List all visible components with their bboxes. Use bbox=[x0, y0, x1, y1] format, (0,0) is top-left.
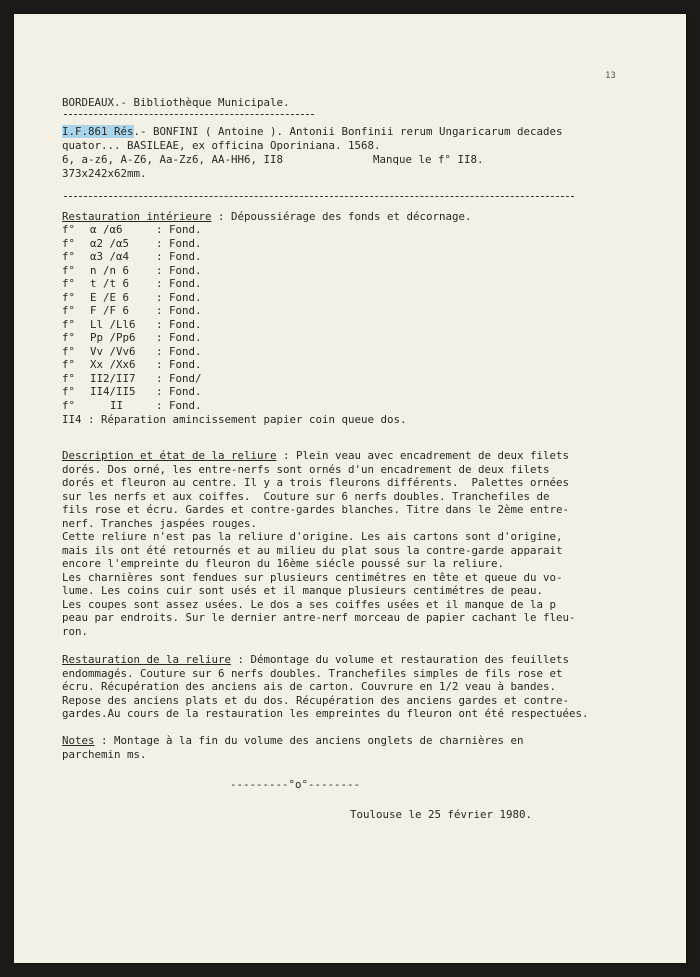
folio-row: f° n /n 6 : Fond. bbox=[62, 263, 202, 277]
title-rule bbox=[64, 114, 314, 115]
folio-row: f° α3 /α4 : Fond. bbox=[62, 250, 202, 263]
notes-heading: Notes bbox=[62, 734, 95, 747]
folio-row: f° Ll /Ll6 : Fond. bbox=[62, 317, 202, 331]
folio-row: f° II2/II7 : Fond/ bbox=[62, 371, 202, 385]
folio-row: f° II : Fond. bbox=[62, 398, 202, 412]
binding-restoration-line: endommagés. Couture sur 6 nerfs doubles. Tranchefiles simples de fils rose et bbox=[62, 666, 563, 680]
description-line: dorés et fleuron au centre. Il y a trois fleurons différents. Palettes ornées bbox=[62, 476, 570, 489]
section-rule bbox=[64, 196, 574, 197]
description-line: nerf. Tranches jaspées rouges. bbox=[62, 516, 258, 530]
separator-ornament: ---------°o°-------- bbox=[230, 778, 361, 791]
signature-line: Toulouse le 25 février 1980. bbox=[350, 808, 533, 821]
description-line: ron. bbox=[62, 624, 89, 638]
description-line: Cette reliure n'est pas la reliure d'origine. Les ais cartons sont d'origine, bbox=[62, 530, 563, 543]
description-line: Les charnières sont fendues sur plusieurs centimétres en tête et queue du vo- bbox=[62, 570, 563, 584]
collation: 6, a-z6, A-Z6, Aa-Zz6, AA-HH6, II8 bbox=[62, 153, 284, 166]
interior-summary: : Dépoussiérage des fonds et décornage. bbox=[211, 210, 472, 223]
folio-row: f° II4/II5 : Fond. bbox=[62, 385, 202, 398]
folio-row: f° F /F 6 : Fond. bbox=[62, 304, 202, 317]
binding-restoration-heading: Restauration de la reliure bbox=[62, 653, 232, 666]
interior-restoration-line bbox=[62, 210, 472, 223]
description-line: encore l'empreinte du fleuron du 16ème siécle poussé sur la reliure. bbox=[62, 557, 505, 570]
entry-title-line-2: quator... BASILEAE, ex officina Oporiniana. 1568. bbox=[62, 139, 381, 152]
collation-line bbox=[62, 153, 484, 166]
entry-title-text: .- BONFINI ( Antoine ). Antonii Bonfinii rerum Ungaricarum decades bbox=[133, 125, 563, 138]
shelfmark: I.F.861 Rés bbox=[62, 125, 134, 138]
repair-note: II4 : Réparation amincissement papier coin queue dos. bbox=[62, 413, 407, 426]
binding-restoration-line-1: Restauration de la reliure : Démontage du volume et restauration des feuillets bbox=[62, 653, 570, 666]
description-line: peau par endroits. Sur le dernier antre-nerf morceau de papier cachant le fleu- bbox=[62, 611, 576, 624]
folio-row: f° Xx /Xx6 : Fond. bbox=[62, 358, 202, 371]
folio-row: f° α2 /α5 : Fond. bbox=[62, 236, 202, 250]
binding-restoration-line: écru. Récupération des anciens ais de carton. Couvrure en 1/2 veau à bandes. bbox=[62, 680, 557, 693]
notes-line-1: Notes : Montage à la fin du volume des anciens onglets de charnières en bbox=[62, 734, 524, 747]
entry-title-line-1 bbox=[62, 125, 563, 138]
document-page bbox=[14, 14, 686, 963]
page-number: 13 bbox=[605, 71, 616, 81]
description-line: mais ils ont été retournés et au milieu du plat sous la contre-garde apparait bbox=[62, 543, 563, 557]
folio-row: f° Vv /Vv6 : Fond. bbox=[62, 344, 202, 358]
folio-row: f° E /E 6 : Fond. bbox=[62, 290, 202, 304]
interior-heading: Restauration intérieure bbox=[62, 210, 212, 223]
description-line: fils rose et écru. Gardes et contre-gardes blanches. Titre dans le 2ème entre- bbox=[62, 503, 570, 516]
dimensions: 373x242x62mm. bbox=[62, 167, 147, 180]
institution-line: BORDEAUX.- Bibliothèque Municipale. bbox=[62, 96, 290, 109]
description-heading: Description et état de la reliure bbox=[62, 449, 277, 462]
binding-restoration-line: gardes.Au cours de la restauration les empreintes du fleuron ont été respectuées. bbox=[62, 707, 589, 720]
folio-row: f° t /t 6 : Fond. bbox=[62, 277, 202, 290]
description-line: dorés. Dos orné, les entre-nerfs sont ornés d'un encadrement de deux filets bbox=[62, 462, 550, 476]
folio-row: f° Pp /Pp6 : Fond. bbox=[62, 331, 202, 344]
description-line: Les coupes sont assez usées. Le dos a ses coiffes usées et il manque de la p bbox=[62, 597, 557, 611]
description-line: sur les nerfs et aux coiffes. Couture sur 6 nerfs doubles. Tranchefiles de bbox=[62, 489, 550, 503]
binding-restoration-line: Repose des anciens plats et du dos. Récupération des anciens gardes et contre- bbox=[62, 693, 570, 707]
missing-leaf: Manque le f° II8. bbox=[373, 153, 484, 166]
description-line-1: Description et état de la reliure : Plein veau avec encadrement de deux filets bbox=[62, 449, 570, 462]
description-line: lume. Les coins cuir sont usés et il manque plusieurs centimétres de peau. bbox=[62, 584, 544, 597]
folio-row: f° α /α6 : Fond. bbox=[62, 223, 202, 236]
notes-line: parchemin ms. bbox=[62, 747, 147, 761]
